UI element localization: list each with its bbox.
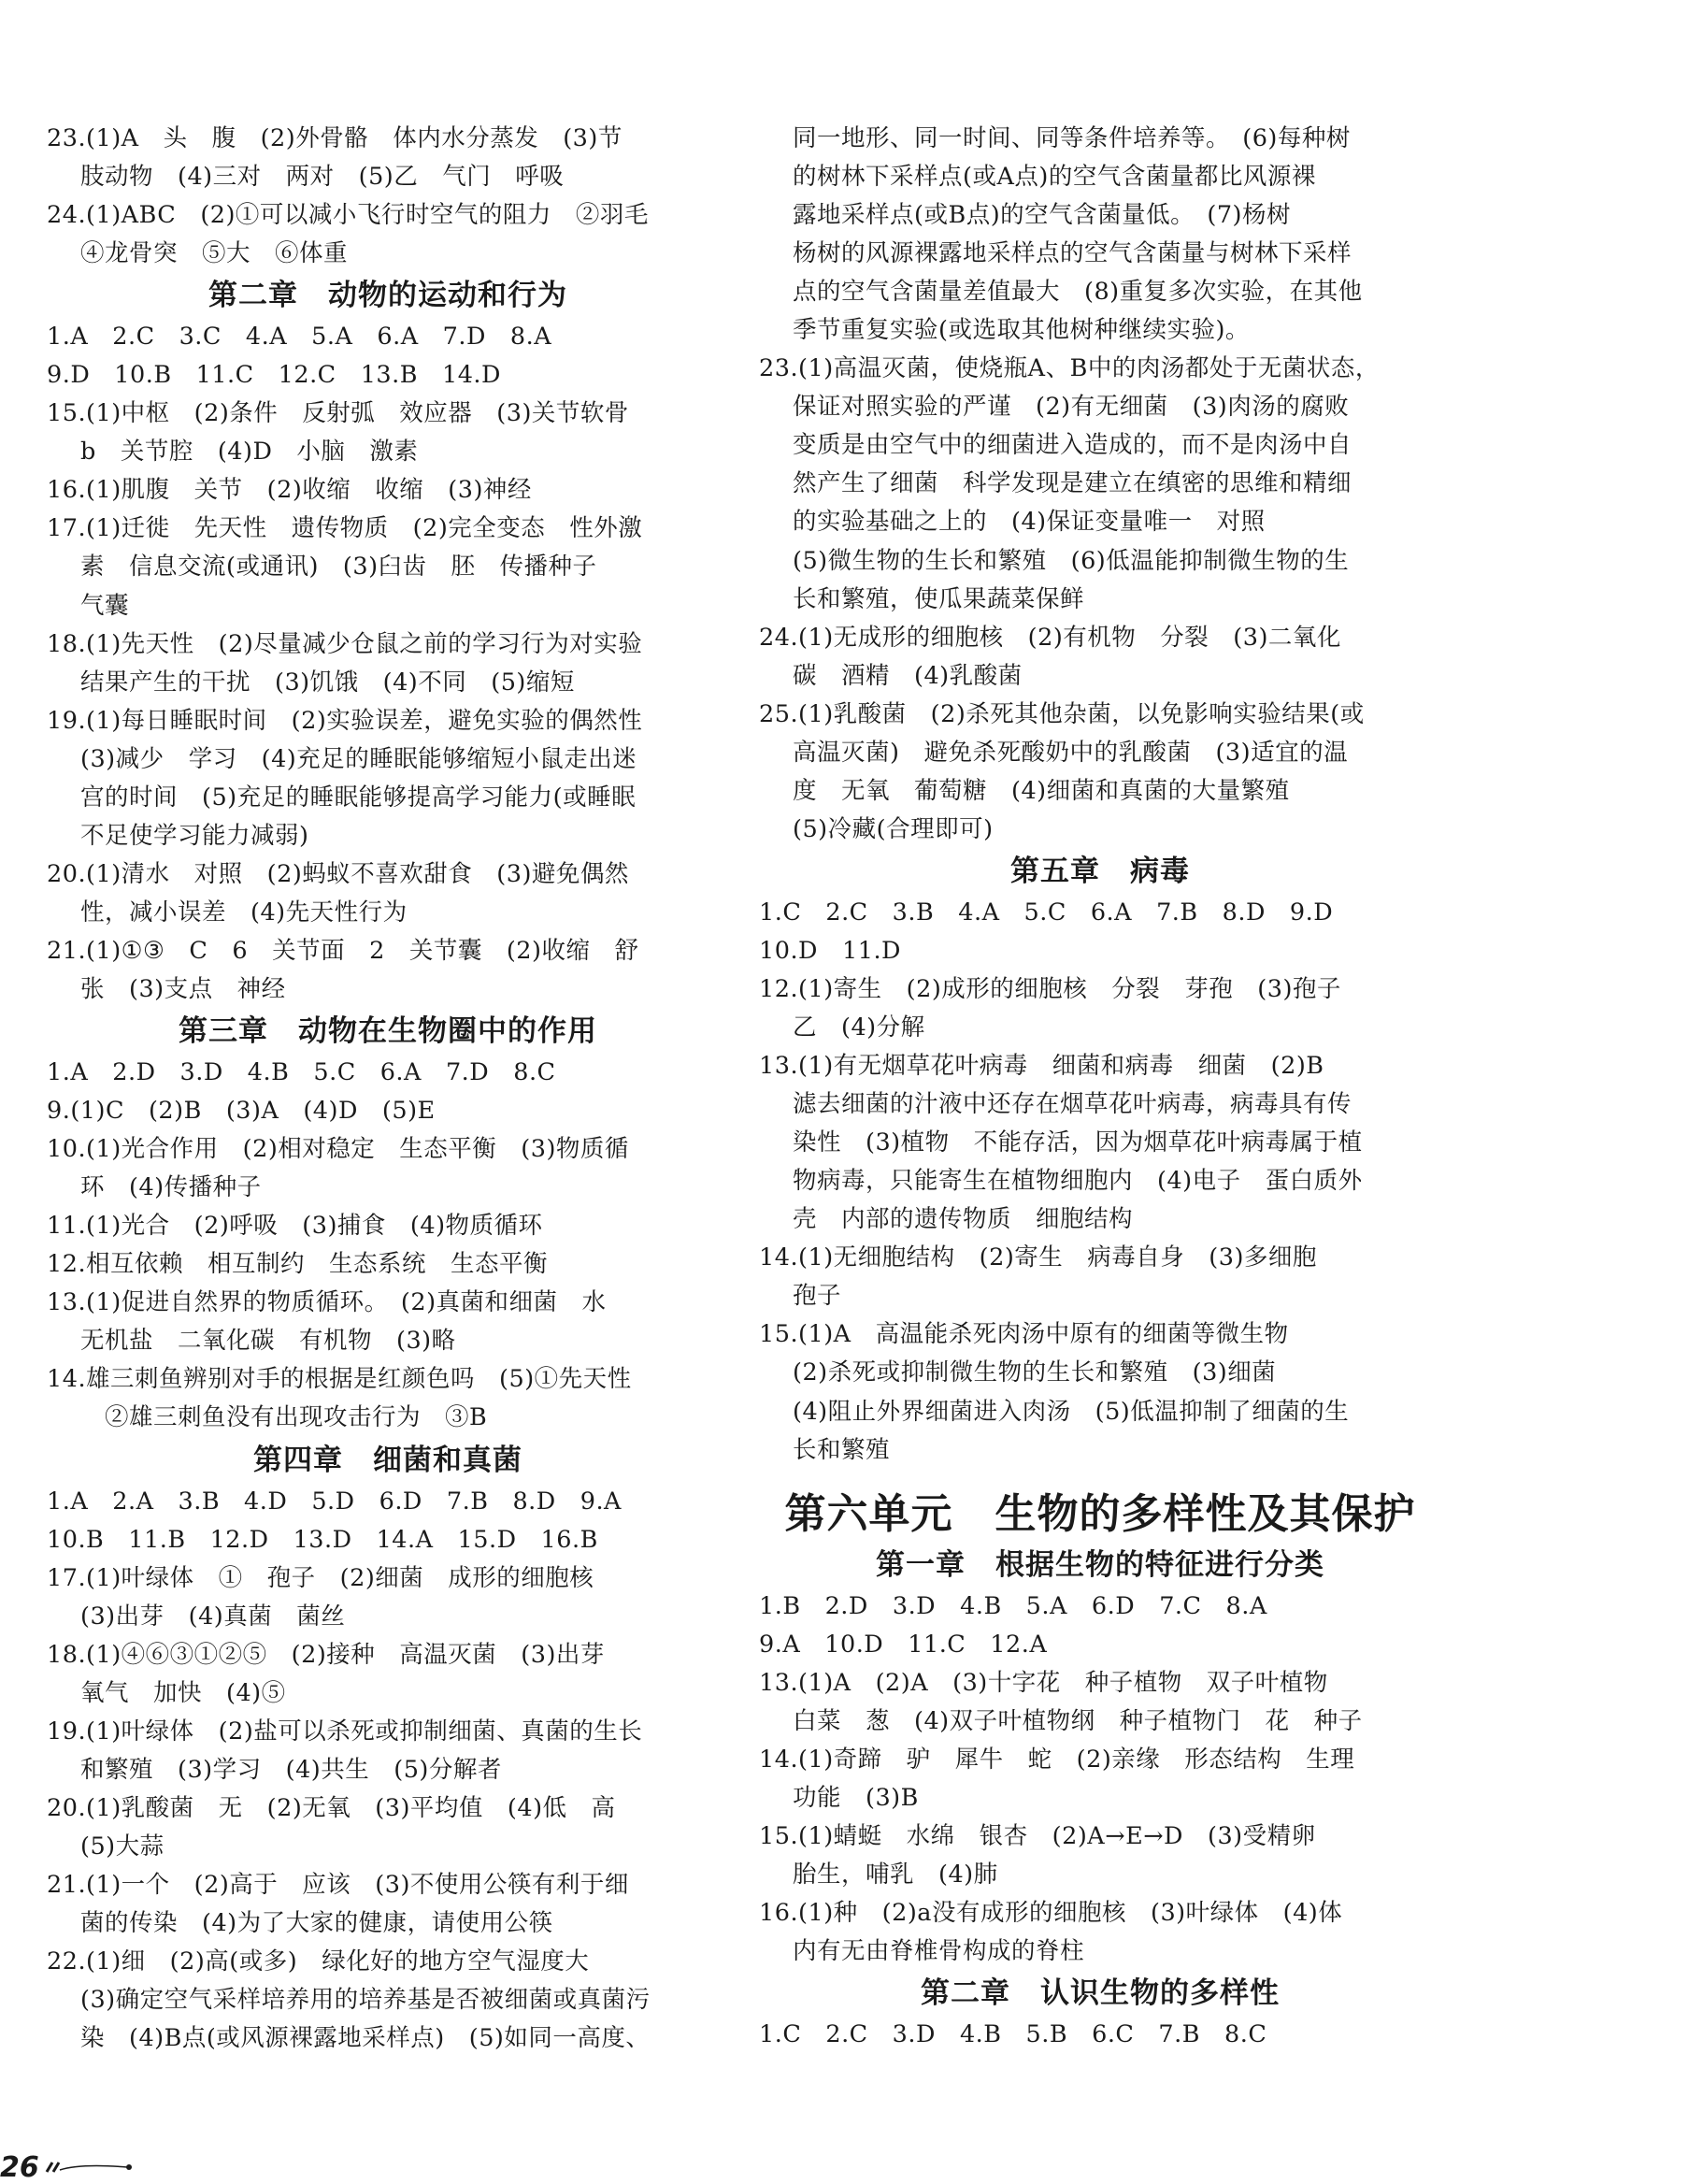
answer-line-continued: 素 信息交流(或通讯) (3)臼齿 胚 传播种子 [80,553,597,582]
answer-line-continued: 季节重复实验(或选取其他树种继续实验)。 [793,316,1250,345]
answer-line: 14.(1)无细胞结构 (2)寄生 病毒自身 (3)多细胞 [759,1243,1317,1272]
answer-line-continued: 无机盐 二氧化碳 有机物 (3)略 [80,1327,456,1356]
answer-line-continued: 杨树的风源裸露地采样点的空气含菌量与树林下采样 [793,239,1352,268]
chapter-heading: 第五章 病毒 [1010,854,1190,888]
answer-line: 1.B 2.D 3.D 4.B 5.A 6.D 7.C 8.A [759,1591,1267,1620]
answer-line: 13.(1)A (2)A (3)十字花 种子植物 双子叶植物 [759,1668,1328,1697]
answer-line-continued: 肢动物 (4)三对 两对 (5)乙 气门 呼吸 [80,163,565,192]
page-ornament-icon [43,2160,136,2175]
answer-line-continued: 露地采样点(或B点)的空气含菌量低。 (7)杨树 [793,201,1292,230]
answer-line: 1.A 2.A 3.B 4.D 5.D 6.D 7.B 8.D 9.A [47,1487,622,1516]
chapter-heading: 第二章 动物的运动和行为 [208,279,567,313]
answer-line: 1.A 2.D 3.D 4.B 5.C 6.A 7.D 8.C [47,1058,556,1087]
answer-line: 9.(1)C (2)B (3)A (4)D (5)E [47,1097,436,1126]
answer-line-continued: 乙 (4)分解 [793,1013,925,1042]
answer-line-continued: (3)确定空气采样培养用的培养基是否被细菌或真菌污 [80,1986,651,2015]
answer-line: 14.(1)奇蹄 驴 犀牛 蛇 (2)亲缘 形态结构 生理 [759,1745,1355,1774]
answer-line-continued: 宫的时间 (5)充足的睡眠能够提高学习能力(或睡眠 [80,783,637,812]
answer-line: 17.(1)叶绿体 ① 孢子 (2)细菌 成形的细胞核 [47,1563,594,1592]
answer-line-continued: 染 (4)B点(或风源裸露地采样点) (5)如同一高度、 [80,2024,651,2053]
answer-line-continued: (3)出芽 (4)真菌 菌丝 [80,1602,346,1631]
answer-line: 21.(1)①③ C 6 关节面 2 关节囊 (2)收缩 舒 [47,936,639,965]
answer-line-continued: (5)大蒜 [80,1832,165,1861]
answer-line-continued: 点的空气含菌量差值最大 (8)重复多次实验，在其他 [793,278,1363,307]
answer-line-continued: (5)冷藏(合理即可) [793,814,994,843]
answer-line: 9.D 10.B 11.C 12.C 13.B 14.D [47,361,501,390]
answer-line: 16.(1)肌腹 关节 (2)收缩 收缩 (3)神经 [47,476,532,505]
answer-line-continued: 物病毒，只能寄生在植物细胞内 (4)电子 蛋白质外 [793,1167,1363,1196]
answer-line-continued: 壳 内部的遗传物质 细胞结构 [793,1205,1134,1234]
answer-line: 10.(1)光合作用 (2)相对稳定 生态平衡 (3)物质循 [47,1135,629,1164]
unit-heading: 第六单元 生物的多样性及其保护 [784,1489,1416,1538]
answer-line: 14.雄三刺鱼辨别对手的根据是红颜色吗 (5)①先天性 [47,1365,632,1394]
answer-line: 19.(1)叶绿体 (2)盐可以杀死或抑制细菌、真菌的生长 [47,1717,643,1746]
answer-line: 21.(1)一个 (2)高于 应该 (3)不使用公筷有利于细 [47,1870,629,1899]
answer-line: 20.(1)乳酸菌 无 (2)无氧 (3)平均值 (4)低 高 [47,1793,616,1822]
answer-line: 20.(1)清水 对照 (2)蚂蚁不喜欢甜食 (3)避免偶然 [47,859,629,888]
answer-line-continued: b 关节腔 (4)D 小脑 激素 [80,438,419,467]
answer-line-continued: 和繁殖 (3)学习 (4)共生 (5)分解者 [80,1755,502,1784]
answer-line-continued: 的树林下采样点(或A点)的空气含菌量都比风源裸 [793,163,1316,192]
answer-line-continued: 结果产生的干扰 (3)饥饿 (4)不同 (5)缩短 [80,668,575,697]
answer-line-continued: 菌的传染 (4)为了大家的健康，请使用公筷 [80,1909,553,1938]
answer-line: 13.(1)有无烟草花叶病毒 细菌和病毒 细菌 (2)B [759,1052,1324,1081]
answer-line: 25.(1)乳酸菌 (2)杀死其他杂菌，以免影响实验结果(或 [759,699,1365,728]
answer-line-continued: (3)减少 学习 (4)充足的睡眠能够缩短小鼠走出迷 [80,744,637,773]
answer-line-continued: 胎生，哺乳 (4)肺 [793,1860,998,1889]
answer-line-continued: 不足使学习能力减弱) [80,821,309,850]
answer-line-continued: 变质是由空气中的细菌进入造成的，而不是肉汤中自 [793,431,1352,460]
answer-line: 22.(1)细 (2)高(或多) 绿化好的地方空气湿度大 [47,1947,590,1976]
chapter-heading: 第四章 细菌和真菌 [253,1443,522,1477]
answer-line: 10.B 11.B 12.D 13.D 14.A 15.D 16.B [47,1525,598,1554]
answer-line-continued: 氧气 加快 (4)⑤ [80,1678,286,1707]
answer-line-continued: 性，减小误差 (4)先天性行为 [80,898,408,927]
answer-line: 1.C 2.C 3.D 4.B 5.B 6.C 7.B 8.C [759,2020,1267,2049]
answer-line-continued: 长和繁殖，使瓜果蔬菜保鲜 [793,584,1085,613]
answer-line: 1.A 2.C 3.C 4.A 5.A 6.A 7.D 8.A [47,323,552,352]
answer-line: 11.(1)光合 (2)呼吸 (3)捕食 (4)物质循环 [47,1212,543,1241]
answer-line: 12.(1)寄生 (2)成形的细胞核 分裂 芽孢 (3)孢子 [759,974,1341,1003]
answer-line-continued: (5)微生物的生长和繁殖 (6)低温能抑制微生物的生 [793,546,1350,575]
answer-column-right [759,120,1441,2054]
answer-line: 23.(1)高温灭菌，使烧瓶A、B中的肉汤都处于无菌状态， [759,354,1380,383]
answer-line-continued: 高温灭菌) 避免杀死酸奶中的乳酸菌 (3)适宜的温 [793,738,1349,767]
answer-line: 10.D 11.D [759,936,901,965]
answer-line-continued: 环 (4)传播种子 [80,1173,262,1202]
answer-line-continued: ④龙骨突 ⑤大 ⑥体重 [80,239,349,268]
answer-line: 12.相互依赖 相互制约 生态系统 生态平衡 [47,1250,549,1279]
answer-line: 17.(1)迁徙 先天性 遗传物质 (2)完全变态 性外激 [47,514,643,543]
answer-line-continued: ②雄三刺鱼没有出现攻击行为 ③B [80,1403,488,1432]
answer-line-continued: 气囊 [80,591,130,620]
answer-line: 19.(1)每日睡眠时间 (2)实验误差，避免实验的偶然性 [47,706,643,735]
answer-line-continued: 同一地形、同一时间、同等条件培养等。 (6)每种树 [793,124,1351,152]
answer-line: 18.(1)先天性 (2)尽量减少仓鼠之前的学习行为对实验 [47,629,643,658]
answer-line: 1.C 2.C 3.B 4.A 5.C 6.A 7.B 8.D 9.D [759,898,1334,927]
answer-line-continued: 孢子 [793,1282,842,1311]
chapter-heading: 第二章 认识生物的多样性 [921,1976,1280,2011]
answer-line: 16.(1)种 (2)a没有成形的细胞核 (3)叶绿体 (4)体 [759,1898,1343,1927]
answer-line-continued: 保证对照实验的严谨 (2)有无细菌 (3)肉汤的腐败 [793,393,1350,422]
answer-line-continued: 滤去细菌的汁液中还存在烟草花叶病毒，病毒具有传 [793,1090,1352,1119]
answer-line-continued: 张 (3)支点 神经 [80,974,286,1003]
chapter-heading: 第三章 动物在生物圈中的作用 [179,1014,597,1049]
answer-line: 15.(1)蜻蜓 水绵 银杏 (2)A→E→D (3)受精卵 [759,1821,1316,1850]
page-number: 26 [0,2151,39,2184]
answer-line-continued: 碳 酒精 (4)乳酸菌 [793,661,1023,690]
answer-line-continued: (2)杀死或抑制微生物的生长和繁殖 (3)细菌 [793,1358,1277,1387]
answer-line-continued: 长和繁殖 [793,1435,891,1464]
answer-line-continued: (4)阻止外界细菌进入肉汤 (5)低温抑制了细菌的生 [793,1397,1350,1426]
answer-line-continued: 染性 (3)植物 不能存活，因为烟草花叶病毒属于植 [793,1128,1363,1157]
answer-line-continued: 的实验基础之上的 (4)保证变量唯一 对照 [793,508,1266,537]
answer-line-continued: 内有无由脊椎骨构成的脊柱 [793,1937,1085,1966]
answer-line-continued: 然产生了细菌 科学发现是建立在缜密的思维和精细 [793,469,1352,498]
answer-line: 24.(1)无成形的细胞核 (2)有机物 分裂 (3)二氧化 [759,623,1341,652]
answer-line-continued: 白菜 葱 (4)双子叶植物纲 种子植物门 花 种子 [793,1706,1363,1735]
answer-line-continued: 度 无氧 葡萄糖 (4)细菌和真菌的大量繁殖 [793,776,1290,805]
chapter-heading: 第一章 根据生物的特征进行分类 [876,1547,1324,1582]
answer-line: 23.(1)A 头 腹 (2)外骨骼 体内水分蒸发 (3)节 [47,124,623,152]
answer-line: 13.(1)促进自然界的物质循环。 (2)真菌和细菌 水 [47,1288,607,1317]
answer-line: 9.A 10.D 11.C 12.A [759,1630,1048,1659]
answer-line: 18.(1)④⑥③①②⑤ (2)接种 高温灭菌 (3)出芽 [47,1640,605,1669]
answer-line: 15.(1)中枢 (2)条件 反射弧 效应器 (3)关节软骨 [47,399,629,428]
answer-line: 24.(1)ABC (2)①可以减小飞行时空气的阻力 ②羽毛 [47,201,649,230]
answer-column-left [47,120,729,2058]
answer-line: 15.(1)A 高温能杀死肉汤中原有的细菌等微生物 [759,1320,1289,1349]
answer-line-continued: 功能 (3)B [793,1783,919,1812]
